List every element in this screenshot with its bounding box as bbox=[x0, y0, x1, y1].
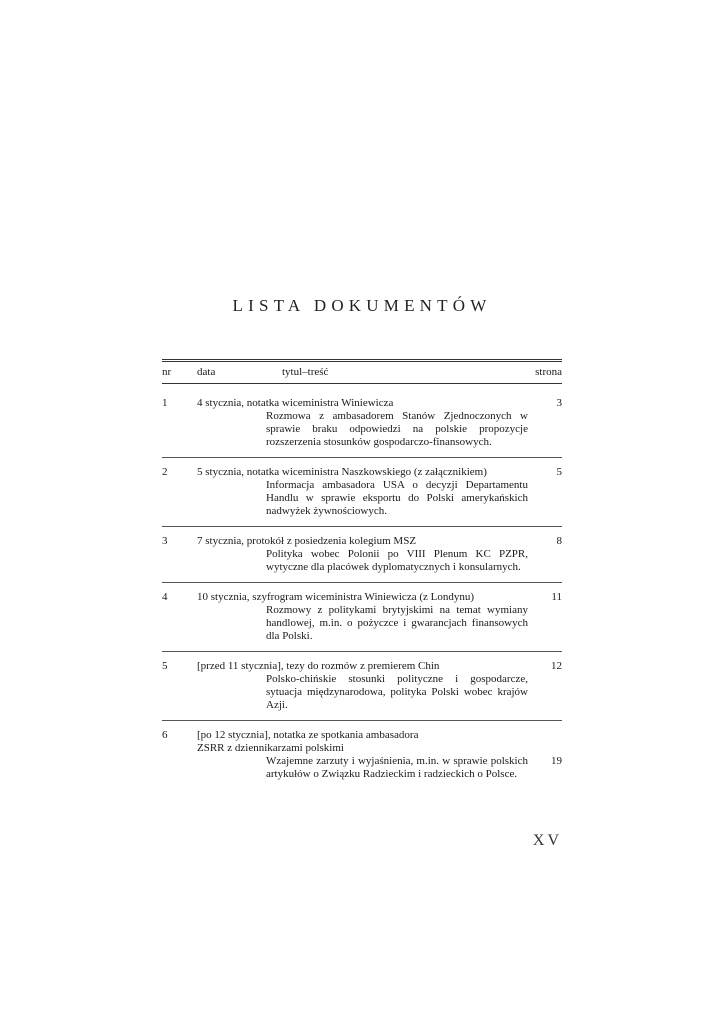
list-item bbox=[162, 660, 562, 721]
entry-number: 4 bbox=[162, 591, 168, 603]
list-item bbox=[162, 729, 562, 789]
entries-list bbox=[162, 397, 562, 789]
entry-page: 3 bbox=[556, 397, 562, 409]
page-title: LISTA DOKUMENTÓW bbox=[232, 296, 492, 315]
document-list bbox=[162, 359, 562, 797]
entry-number: 2 bbox=[162, 466, 168, 478]
entry-page: 11 bbox=[551, 591, 562, 603]
entry-page: 12 bbox=[551, 660, 562, 672]
entry-description: Polsko-chińskie stosunki polityczne i gospodarcze, sytuacja międzynarodowa, polityka Polski wobec krajów Azji. bbox=[266, 673, 528, 711]
entry-number: 3 bbox=[162, 535, 168, 547]
entry-number: 1 bbox=[162, 397, 168, 409]
entry-heading: 5 stycznia, notatka wiceministra Naszkowskiego (z załącznikiem) bbox=[197, 466, 487, 478]
entry-page: 19 bbox=[551, 755, 562, 767]
list-item bbox=[162, 535, 562, 583]
entry-description: Informacja ambasadora USA o decyzji Departamentu Handlu w sprawie eksportu do Polski amerykańskich nadwyżek żywnościowych. bbox=[266, 479, 528, 517]
entry-page: 8 bbox=[556, 535, 562, 547]
entry-description: Wzajemne zarzuty i wyjaśnienia, m.in. w sprawie polskich artykułów o Związku Radzieckim i radzieckich o Polsce. bbox=[266, 755, 528, 780]
header-rule-bottom bbox=[162, 383, 562, 384]
entry-description: Polityka wobec Polonii po VIII Plenum KC PZPR, wytyczne dla placówek dyplomatycznych i konsularnych. bbox=[266, 548, 528, 573]
list-item bbox=[162, 591, 562, 652]
list-item bbox=[162, 466, 562, 527]
header-title-content: tytul–treść bbox=[282, 366, 329, 378]
list-item bbox=[162, 397, 562, 458]
entry-number: 6 bbox=[162, 729, 168, 741]
header-data: data bbox=[197, 366, 216, 378]
header-nr: nr bbox=[162, 366, 172, 378]
entry-heading: 7 stycznia, protokół z posiedzenia kolegium MSZ bbox=[197, 535, 417, 547]
entry-heading: 4 stycznia, notatka wiceministra Winiewicza bbox=[197, 397, 394, 409]
entry-description: Rozmowy z politykami brytyjskimi na temat wymiany handlowej, m.in. o pożyczce i gwarancjach finansowych dla Polski. bbox=[266, 604, 528, 642]
header-page: strona bbox=[535, 366, 562, 378]
entry-description: Rozmowa z ambasadorem Stanów Zjednoczonych w sprawie braku odpowiedzi na polskie propozycje rozszerzenia stosunków gospodarczo-finansowych. bbox=[266, 410, 528, 448]
column-header bbox=[162, 362, 562, 383]
entry-heading: 10 stycznia, szyfrogram wiceministra Winiewicza (z Londynu) bbox=[197, 591, 475, 603]
header-rule-top bbox=[162, 359, 562, 360]
page-number: XV bbox=[532, 832, 562, 849]
entry-number: 5 bbox=[162, 660, 168, 672]
entry-heading: [po 12 stycznia], notatka ze spotkania ambasadora ZSRR z dziennikarzami polskimi bbox=[197, 729, 419, 754]
entry-heading: [przed 11 stycznia], tezy do rozmów z premierem Chin bbox=[197, 660, 440, 672]
entry-page: 5 bbox=[556, 466, 562, 478]
